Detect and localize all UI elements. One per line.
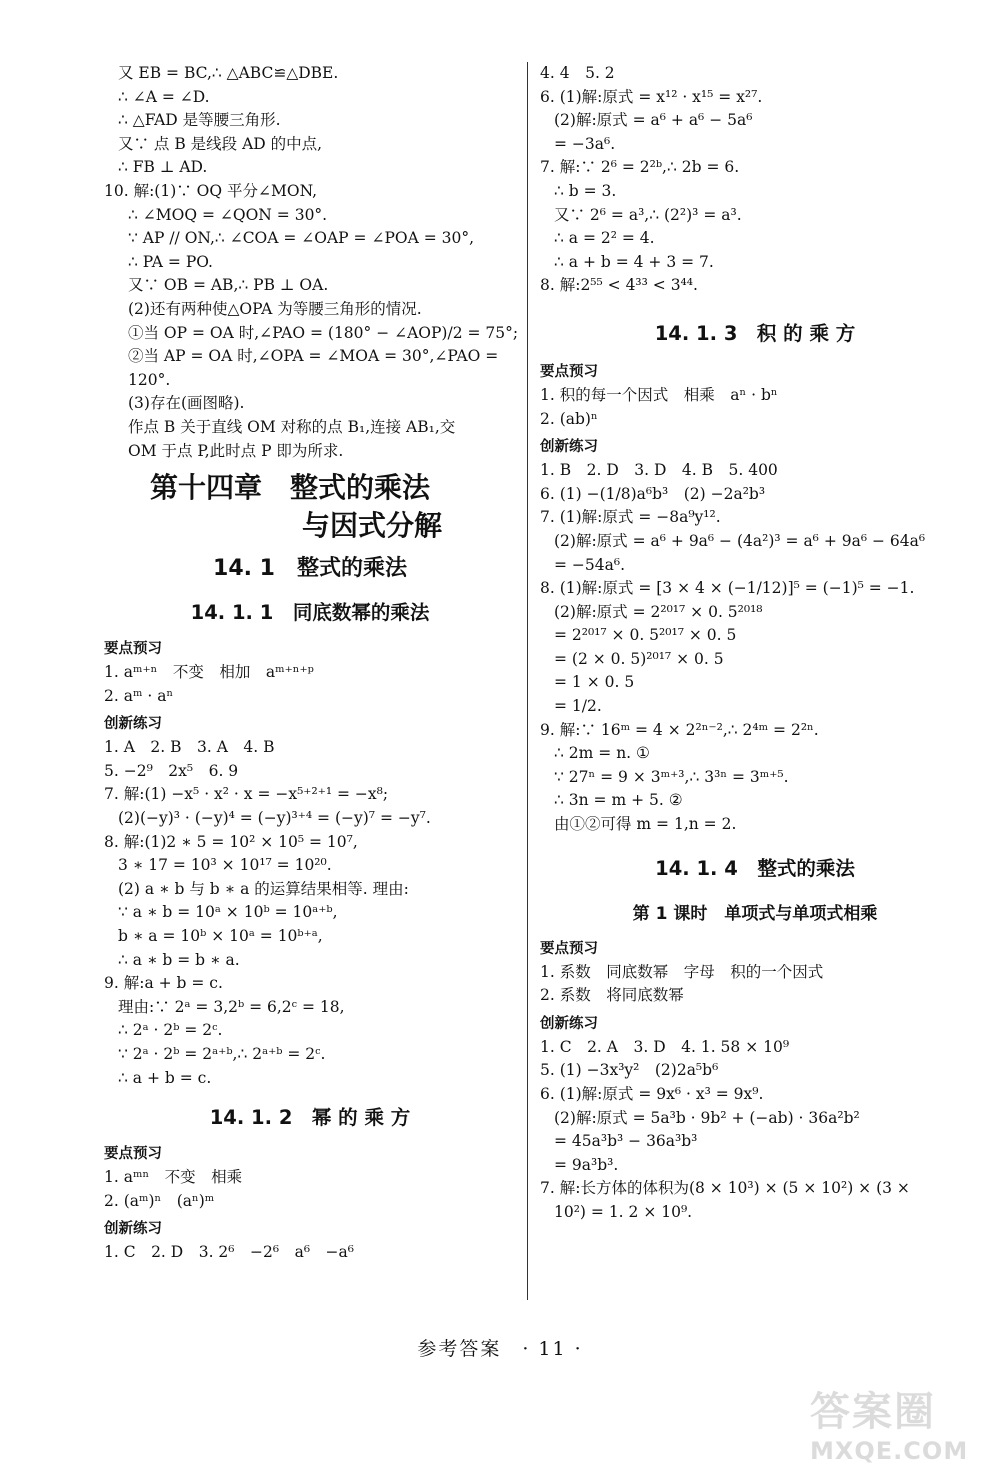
answer-line: 10. 解:(1)∵ OQ 平分∠MON, (104, 181, 318, 200)
answer-line: ∴ 2ᵃ · 2ᵇ = 2ᶜ. (118, 1021, 223, 1040)
column-divider (527, 62, 528, 1300)
answer-line: 又∵ OB = AB,∴ PB ⊥ OA. (128, 276, 329, 295)
answer-line: (2)解:原式 = a⁶ + 9a⁶ − (4a²)³ = a⁶ + 9a⁶ − 64a⁶ (554, 531, 926, 550)
section-label-chuangxin: 创新练习 (104, 716, 162, 733)
section-label-yaodian: 要点预习 (104, 1146, 162, 1163)
chuangxin-list (104, 1241, 516, 1265)
answer-line: 6. (1)解:原式 = x¹² · x¹⁵ = x²⁷. (540, 87, 763, 106)
answer-line: = 2²⁰¹⁷ × 0. 5²⁰¹⁷ × 0. 5 (554, 626, 737, 645)
answer-line: (2)解:原式 = a⁶ + a⁶ − 5a⁶ (554, 111, 753, 130)
lesson-title: 第 1 课时 单项式与单项式相乘 (632, 903, 878, 924)
answer-line: ∵ a ∗ b = 10ᵃ × 10ᵇ = 10ᵃ⁺ᵇ, (118, 903, 338, 922)
answer-line: 2. 系数 将同底数幂 (540, 986, 684, 1005)
answer-line: ∴ b = 3. (554, 181, 617, 200)
section-title-14-1: 14. 1 整式的乘法 (213, 556, 407, 582)
answer-line: 6. (1)解:原式 = 9x⁶ · x³ = 9x⁹. (540, 1085, 764, 1103)
solution-block-top (540, 62, 970, 298)
answer-line: = 1 × 0. 5 (554, 673, 635, 692)
answer-line: = 45a³b³ − 36a³b³ (554, 1132, 698, 1151)
chuangxin-list (540, 459, 970, 837)
section-label-yaodian: 要点预习 (104, 641, 162, 658)
answer-line: ∴ a = 2² = 4. (554, 229, 655, 248)
answer-line: 1. B 2. D 3. D 4. B 5. 400 (540, 461, 778, 480)
answer-line: 7. (1)解:原式 = −8a⁹y¹². (540, 508, 721, 527)
watermark-url: MXQE.COM (810, 1437, 969, 1465)
answer-line: ∴ PA = PO. (128, 252, 213, 271)
answer-line: 由①②可得 m = 1,n = 2. (554, 815, 737, 834)
answer-line: (2) a ∗ b 与 b ∗ a 的运算结果相等. 理由: (118, 879, 409, 898)
answer-line: 又∵ 2⁶ = a³,∴ (2²)³ = a³. (554, 205, 742, 224)
section-label-chuangxin: 创新练习 (540, 439, 598, 456)
answer-line: ①当 OP = OA 时,∠PAO = (180° − ∠AOP)/2 = 75°; (128, 323, 519, 342)
watermark-logo (810, 1380, 990, 1470)
answer-line: 1. aᵐ⁺ⁿ 不变 相加 aᵐ⁺ⁿ⁺ᵖ (104, 663, 314, 682)
left-column (104, 62, 519, 1265)
right-column (540, 62, 970, 1225)
chapter-title-line1: 第十四章 整式的乘法 (150, 471, 431, 505)
answer-line: ∴ a + b = c. (118, 1068, 212, 1087)
answer-line: ∵ 2ᵃ · 2ᵇ = 2ᵃ⁺ᵇ,∴ 2ᵃ⁺ᵇ = 2ᶜ. (118, 1045, 326, 1063)
answer-line: b ∗ a = 10ᵇ × 10ᵃ = 10ᵇ⁺ᵃ, (118, 927, 323, 946)
answer-line: 2. (aᵐ)ⁿ (aⁿ)ᵐ (104, 1191, 215, 1210)
answer-line: 8. (1)解:原式 = [3 × 4 × (−1/12)]⁵ = (−1)⁵ = −1. (540, 579, 915, 598)
answer-line: 7. 解:(1) −x⁵ · x² · x = −x⁵⁺²⁺¹ = −x⁸; (104, 785, 389, 804)
answer-line: 10²) = 1. 2 × 10⁹. (554, 1202, 693, 1221)
chuangxin-list (104, 736, 516, 1090)
chapter-heading (150, 469, 516, 545)
section-label-chuangxin: 创新练习 (104, 1221, 162, 1238)
answer-line: 1. C 2. A 3. D 4. 1. 58 × 10⁹ (540, 1037, 790, 1056)
chapter-title-line2: 与因式分解 (302, 509, 443, 543)
answer-line: ∴ 2m = n. ① (554, 744, 650, 763)
answer-line: 又∵ 点 B 是线段 AD 的中点, (118, 134, 323, 153)
answer-line: 120°. (128, 370, 171, 389)
answer-line: = 9a³b³. (554, 1155, 619, 1174)
section-label-yaodian: 要点预习 (540, 940, 598, 957)
answer-line: 5. −2⁹ 2x⁵ 6. 9 (104, 761, 239, 780)
subsection-title-14-1-2: 14. 1. 2 幂 的 乘 方 (209, 1106, 411, 1130)
yaodian-list (540, 961, 970, 1008)
answer-line: 9. 解:∵ 16ᵐ = 4 × 2²ⁿ⁻²,∴ 2⁴ᵐ = 2²ⁿ. (540, 720, 819, 739)
section-label-yaodian: 要点预习 (540, 363, 598, 380)
answer-line: OM 于点 P,此时点 P 即为所求. (128, 441, 344, 460)
yaodian-list (104, 661, 516, 708)
answer-line: (2)解:原式 = 5a³b · 9b² + (−ab) · 36a²b² (554, 1108, 860, 1127)
subsection-title-14-1-3: 14. 1. 3 积 的 乘 方 (654, 321, 856, 345)
answer-line: ∴ ∠A = ∠D. (118, 87, 210, 106)
answer-line: = −3a⁶. (554, 134, 616, 153)
yaodian-list (540, 384, 970, 431)
answer-line: ∴ a + b = 4 + 3 = 7. (554, 252, 714, 271)
answer-line: (2)还有两种使△OPA 为等腰三角形的情况. (128, 299, 422, 318)
answer-line: 7. 解:长方体的体积为(8 × 10³) × (5 × 10²) × (3 × (540, 1179, 910, 1198)
answer-line: 6. (1) −(1/8)a⁶b³ (2) −2a²b³ (540, 484, 766, 503)
answer-line: = 1/2. (554, 697, 602, 716)
answer-line: (2)(−y)³ · (−y)⁴ = (−y)³⁺⁴ = (−y)⁷ = −y⁷. (118, 809, 431, 828)
answer-line: 1. A 2. B 3. A 4. B (104, 738, 275, 757)
answer-line: 9. 解:a + b = c. (104, 974, 223, 993)
answer-line: = (2 × 0. 5)²⁰¹⁷ × 0. 5 (554, 649, 724, 668)
answer-line: 1. 系数 同底数幂 字母 积的一个因式 (540, 962, 824, 981)
section-label-chuangxin: 创新练习 (540, 1015, 598, 1032)
answer-line: 3 ∗ 17 = 10³ × 10¹⁷ = 10²⁰. (118, 856, 332, 875)
solution-block-top (104, 62, 519, 463)
answer-line: 8. 解:(1)2 ∗ 5 = 10² × 10⁵ = 10⁷, (104, 832, 358, 851)
answer-line: ∴ FB ⊥ AD. (118, 158, 208, 177)
answer-line: 8. 解:2⁵⁵ < 4³³ < 3⁴⁴. (540, 276, 698, 295)
answer-line: 作点 B 关于直线 OM 对称的点 B₁,连接 AB₁,交 (128, 417, 456, 436)
chuangxin-list (540, 1036, 970, 1225)
answer-line: (2)解:原式 = 2²⁰¹⁷ × 0. 5²⁰¹⁸ (554, 602, 763, 621)
answer-line: ∵ AP // ON,∴ ∠COA = ∠OAP = ∠POA = 30°, (128, 229, 475, 248)
answer-line: 4. 4 5. 2 (540, 64, 615, 82)
yaodian-list (104, 1166, 516, 1213)
answer-line: ∴ △FAD 是等腰三角形. (118, 111, 281, 130)
answer-line: 理由:∵ 2ᵃ = 3,2ᵇ = 6,2ᶜ = 18, (118, 997, 345, 1016)
page-footer: 参考答案 · 11 · (417, 1338, 583, 1360)
answer-line: 2. (ab)ⁿ (540, 409, 598, 428)
answer-line: 1. aᵐⁿ 不变 相乘 (104, 1168, 243, 1187)
answer-line: 5. (1) −3x³y² (2)2a⁵b⁶ (540, 1061, 719, 1080)
subsection-title-14-1-1: 14. 1. 1 同底数幂的乘法 (190, 601, 430, 625)
answer-line: = −54a⁶. (554, 555, 626, 574)
answer-line: 1. 积的每一个因式 相乘 aⁿ · bⁿ (540, 385, 778, 404)
answer-line: ②当 AP = OA 时,∠OPA = ∠MOA = 30°,∠PAO = (128, 347, 499, 366)
answer-line: 2. aᵐ · aⁿ (104, 686, 174, 705)
answer-line: ∴ a ∗ b = b ∗ a. (118, 950, 240, 969)
answer-line: 1. C 2. D 3. 2⁶ −2⁶ a⁶ −a⁶ (104, 1243, 354, 1262)
answer-line: 7. 解:∵ 2⁶ = 2²ᵇ,∴ 2b = 6. (540, 158, 740, 177)
watermark-text: 答案圈 (810, 1389, 936, 1435)
answer-line: ∴ ∠MOQ = ∠QON = 30°. (128, 205, 328, 224)
answer-line: (3)存在(画图略). (128, 394, 245, 413)
answer-line: 又 EB = BC,∴ △ABC≌△DBE. (118, 64, 339, 82)
answer-line: ∴ 3n = m + 5. ② (554, 791, 683, 810)
answer-line: ∵ 27ⁿ = 9 × 3ᵐ⁺³,∴ 3³ⁿ = 3ᵐ⁺⁵. (554, 767, 789, 786)
subsection-title-14-1-4: 14. 1. 4 整式的乘法 (655, 856, 855, 880)
